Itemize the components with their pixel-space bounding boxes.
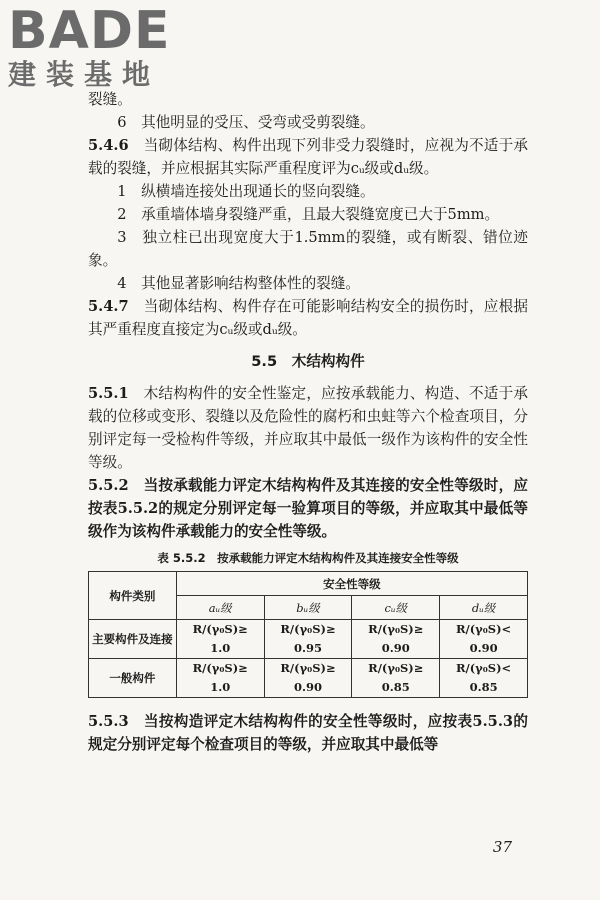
logo-subtitle: 建装基地 [8, 58, 161, 91]
table-cell [176, 620, 264, 659]
logo-wordmark: BADE [8, 1, 171, 61]
clause-text: 当按构造评定木结构构件的安全性等级时，应按表5.5.3的规定分别评定每个检查项目的等级，并应取其中最低等 [88, 713, 528, 753]
ratio-expr: R/(γ₀S)≥ [368, 661, 424, 675]
table-row [89, 620, 528, 659]
ratio-value: 0.85 [381, 680, 410, 694]
ratio-value: 0.90 [469, 641, 498, 655]
row-label: 一般构件 [89, 659, 177, 698]
list-item: 3 独立柱已出现宽度大于1.5mm的裂缝，或有断裂、错位迹象。 [88, 229, 528, 269]
clause-text: 当砌体结构、构件出现下列非受力裂缝时，应视为不适于承载的裂缝，并应根据其实际严重程度评为cᵤ级或dᵤ级。 [88, 137, 528, 177]
clause-number: 5.5.1 [88, 385, 129, 402]
clause-5-4-6 [88, 134, 528, 180]
section-heading: 5.5 木结构构件 [251, 353, 365, 370]
header-member-type: 构件类别 [89, 572, 177, 620]
clause-number: 5.4.6 [88, 137, 129, 154]
ratio-expr: R/(γ₀S)< [455, 661, 512, 675]
table-cell [264, 659, 352, 698]
ratio-expr: R/(γ₀S)≥ [192, 661, 248, 675]
ratio-expr: R/(γ₀S)≥ [280, 661, 336, 675]
grade-header: cᵤ级 [352, 596, 440, 620]
ratio-value: 0.90 [293, 680, 322, 694]
clause-5-5-2 [88, 474, 528, 543]
logo [8, 1, 171, 91]
table-cell [352, 659, 440, 698]
clause-5-4-7 [88, 295, 528, 341]
table-row [89, 659, 528, 698]
ratio-value: 1.0 [210, 680, 231, 694]
ratio-expr: R/(γ₀S)≥ [368, 622, 424, 636]
table-caption: 表 5.5.2 按承载能力评定木结构构件及其连接安全性等级 [157, 551, 459, 565]
clause-text: 当砌体结构、构件存在可能影响结构安全的损伤时，应根据其严重程度直接定为cᵤ级或dᵤ级。 [88, 298, 528, 338]
clause-number: 5.5.3 [88, 713, 129, 730]
table-cell [440, 620, 528, 659]
row-label: 主要构件及连接 [89, 620, 177, 659]
ratio-value: 1.0 [210, 641, 231, 655]
ratio-expr: R/(γ₀S)≥ [280, 622, 336, 636]
table-cell [176, 659, 264, 698]
table-cell [264, 620, 352, 659]
ratio-value: 0.90 [381, 641, 410, 655]
clause-number: 5.4.7 [88, 298, 129, 315]
grade-header: aᵤ级 [176, 596, 264, 620]
clause-number: 5.5.2 [88, 477, 129, 494]
page-content [88, 88, 528, 756]
ratio-expr: R/(γ₀S)≥ [192, 622, 248, 636]
ratio-value: 0.95 [293, 641, 322, 655]
clause-text: 当按承载能力评定木结构构件及其连接的安全性等级时，应按表5.5.2的规定分别评定每一验算项目的等级，并应取其中最低等级作为该构件承载能力的安全性等级。 [88, 477, 528, 540]
list-item: 6 其他明显的受压、受弯或受剪裂缝。 [117, 114, 375, 131]
list-item: 4 其他显著影响结构整体性的裂缝。 [117, 275, 360, 292]
grade-header: dᵤ级 [440, 596, 528, 620]
clause-text: 木结构构件的安全性鉴定，应按承载能力、构造、不适于承载的位移或变形、裂缝以及危险性的腐朽和虫蛀等六个检查项目，分别评定每一受检构件等级，并应取其中最低一级作为该构件的安全性等级。 [88, 385, 528, 471]
paragraph-continued: 裂缝。 [88, 91, 132, 108]
header-safety-level: 安全性等级 [176, 572, 527, 596]
list-item: 2 承重墙体墙身裂缝严重，且最大裂缝宽度已大于5mm。 [117, 206, 500, 223]
ratio-expr: R/(γ₀S)< [455, 622, 512, 636]
table-cell [440, 659, 528, 698]
ratio-value: 0.85 [469, 680, 498, 694]
table-cell [352, 620, 440, 659]
clause-5-5-1 [88, 382, 528, 474]
list-item: 1 纵横墙连接处出现通长的竖向裂缝。 [117, 183, 375, 200]
safety-grade-table [88, 571, 528, 698]
page-number: 37 [492, 838, 512, 856]
clause-5-5-3 [88, 710, 528, 756]
grade-header: bᵤ级 [264, 596, 352, 620]
